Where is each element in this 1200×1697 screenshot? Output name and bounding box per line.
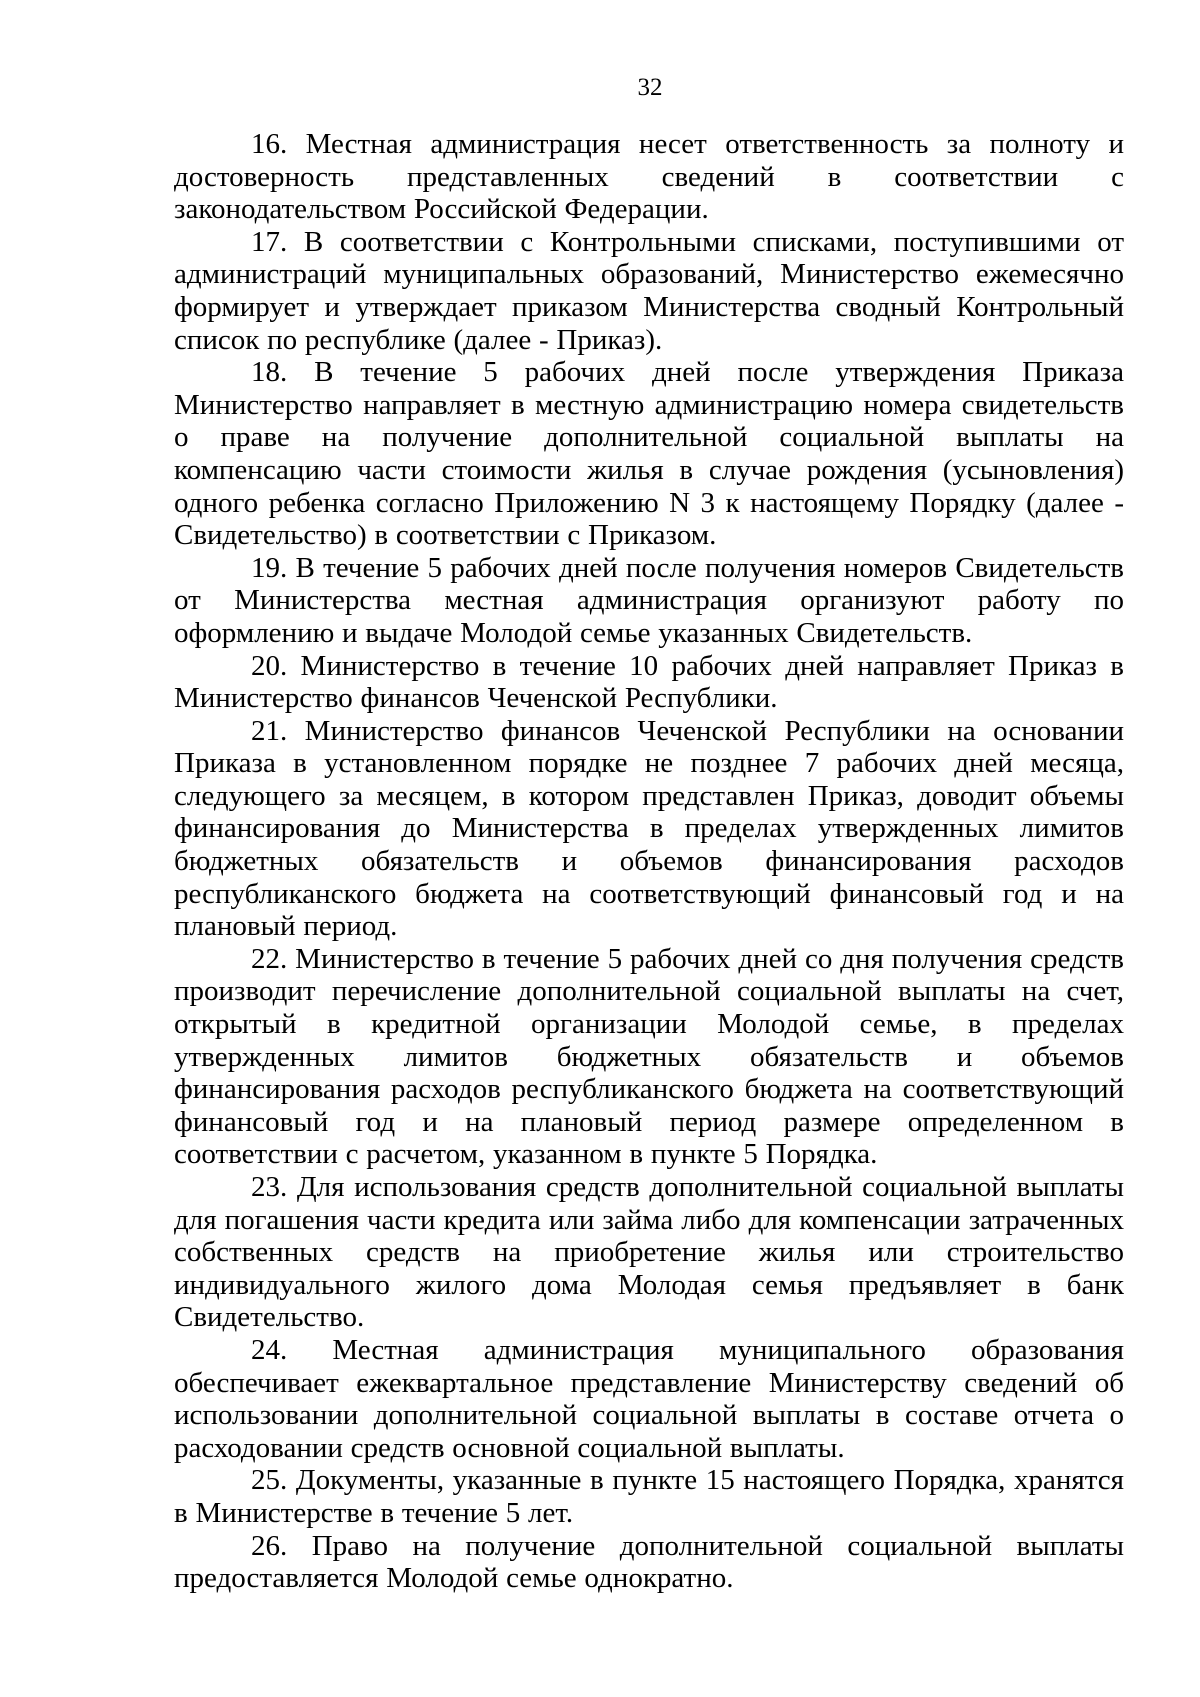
paragraph-25: 25. Документы, указанные в пункте 15 настоящего Порядка, хранятся в Министерстве в течение 5 лет.: [174, 1464, 1124, 1529]
paragraph-18: 18. В течение 5 рабочих дней после утверждения Приказа Министерство направляет в местную администрацию номера свидетельств о праве на получение дополнительной социальной выплаты на компенсацию части стоимости жилья в случае рождения (усыновления) одного ребенка согласно Приложению N 3 к настоящему Порядку (далее - Свидетельство) в соответствии с Приказом.: [174, 356, 1124, 552]
paragraph-24: 24. Местная администрация муниципального образования обеспечивает ежеквартальное представление Министерству сведений об использовании дополнительной социальной выплаты в составе отчета о расходовании средств основной социальной выплаты.: [174, 1333, 1124, 1464]
page-number: 32: [637, 74, 663, 101]
document-body: [174, 128, 1124, 1595]
paragraph-16: 16. Местная администрация несет ответственность за полноту и достоверность представленных сведений в соответствии с законодательством Российской Федерации.: [174, 128, 1124, 226]
paragraph-19: 19. В течение 5 рабочих дней после получения номеров Свидетельств от Министерства местная администрация организуют работу по оформлению и выдаче Молодой семье указанных Свидетельств.: [174, 551, 1124, 649]
paragraph-17: 17. В соответствии с Контрольными списками, поступившими от администраций муниципальных образований, Министерство ежемесячно формирует и утверждает приказом Министерства сводный Контрольный список по республике (далее - Приказ).: [174, 225, 1124, 356]
paragraph-20: 20. Министерство в течение 10 рабочих дней направляет Приказ в Министерство финансов Чеченской Республики.: [174, 649, 1124, 715]
paragraph-23: 23. Для использования средств дополнительной социальной выплаты для погашения части кредита или займа либо для компенсации затраченных собственных средств на приобретение жилья или строительство индивидуального жилого дома Молодая семья предъявляет в банк Свидетельство.: [174, 1171, 1124, 1334]
paragraph-26: 26. Право на получение дополнительной социальной выплаты предоставляется Молодой семье однократно.: [174, 1529, 1124, 1595]
paragraph-22: 22. Министерство в течение 5 рабочих дней со дня получения средств производит перечисление дополнительной социальной выплаты на счет, открытый в кредитной организации Молодой семье, в пределах утвержденных лимитов бюджетных обязательств и объемов финансирования расходов республиканского бюджета на соответствующий финансовый год и на плановый период размере определенном в соответствии с расчетом, указанном в пункте 5 Порядка.: [174, 942, 1124, 1171]
paragraph-21: 21. Министерство финансов Чеченской Республики на основании Приказа в установленном порядке не позднее 7 рабочих дней месяца, следующего за месяцем, в котором представлен Приказ, доводит объемы финансирования до Министерства в пределах утвержденных лимитов бюджетных обязательств и объемов финансирования расходов республиканского бюджета на соответствующий финансовый год и на плановый период.: [174, 714, 1124, 943]
